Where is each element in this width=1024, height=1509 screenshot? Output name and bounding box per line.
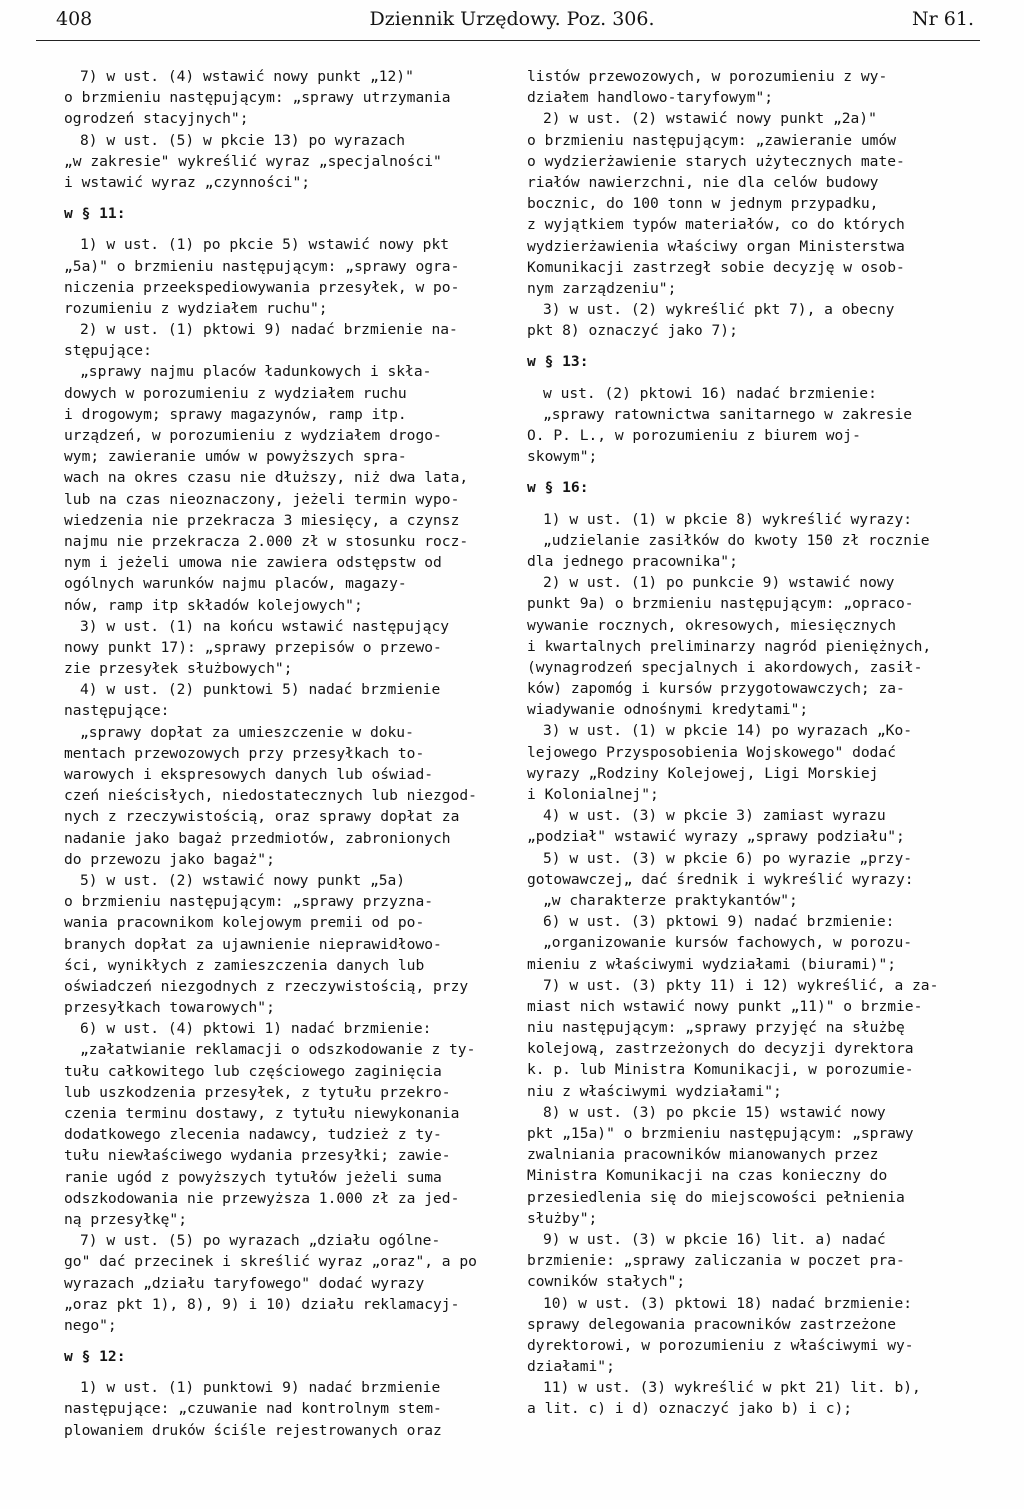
text-line: do przewozu jako bagaż"; (64, 850, 275, 868)
text-line: 2) w ust. (1) po punkcie 9) wstawić nowy (543, 574, 895, 592)
text-line: 7) w ust. (4) wstawić nowy punkt „12)" (80, 68, 414, 85)
text-line: nów, ramp itp składów kolejowych"; (64, 596, 363, 614)
text-line: dodatkowego zlecenia nadawcy, tudzież z ty- (64, 1126, 442, 1144)
text-line: 3) w ust. (1) w pkcie 14) po wyrazach „Ko- (543, 722, 913, 740)
header-rule (36, 40, 980, 41)
text-line: nym i jeżeli umowa nie zawiera odstępstw od (64, 554, 442, 572)
text-line: 1) w ust. (1) punktowi 9) nadać brzmienie (80, 1379, 441, 1397)
section-heading: w § 13: (527, 353, 589, 371)
text-line: ną przesyłkę"; (64, 1210, 188, 1228)
text-line: mentach przewozowych przy przesyłkach to- (64, 744, 425, 762)
text-line: Ministra Komunikacji na czas konieczny do (527, 1167, 888, 1185)
text-line: nych z rzeczywistością, oraz sprawy dopłat za (64, 808, 460, 826)
text-line: pkt „15a)" o brzmieniu następującym: „sprawy (527, 1125, 914, 1142)
text-line: miast nich wstawić nowy punkt „11)" o brzmie- (527, 997, 923, 1015)
text-line: zie przesyłek służbowych"; (64, 660, 293, 678)
text-line: „sprawy ratownictwa sanitarnego w zakresie (543, 405, 913, 423)
text-line: 7) w ust. (3) pkty 11) i 12) wykreślić, a za- (543, 976, 939, 994)
text-line: dla jednego pracownika"; (527, 552, 738, 570)
text-line: i kwartalnych preliminarzy nagród pieniężnych, (527, 637, 932, 655)
text-line: mieniu z właściwymi wydziałami (biurami)"; (527, 955, 897, 973)
text-line: najmu nie przekracza 2.000 zł w stosunku rocz- (64, 532, 469, 550)
text-line: 6) w ust. (3) pktowi 9) nadać brzmienie: (543, 913, 895, 931)
text-line: brzmienie: „sprawy zaliczania w poczet pra- (527, 1252, 905, 1270)
text-line: 8) w ust. (5) w pkcie 13) po wyrazach (80, 131, 406, 149)
text-line: cowników stałych"; (527, 1273, 686, 1291)
blank-gap (527, 341, 967, 351)
text-line: o brzmieniu następującym: „sprawy przyzna- (64, 893, 434, 911)
text-line: 3) w ust. (2) wykreślić pkt 7), a obecny (543, 301, 895, 319)
text-line: „oraz pkt 1), 8), 9) i 10) działu reklamacyj- (64, 1295, 460, 1313)
text-line: (wynagrodzeń specjalnych i akordowych, zasił- (527, 658, 923, 676)
text-line: służby"; (527, 1209, 598, 1227)
text-line: ści, wynikłych z zamieszczenia danych lub (64, 956, 425, 974)
text-line: „udzielanie zasiłków do kwoty 150 zł rocznie (543, 531, 930, 549)
text-line: „w charakterze praktykantów"; (543, 891, 798, 909)
text-line: lub uszkodzenia przesyłek, z tytułu przekro- (64, 1083, 451, 1101)
blank-gap (527, 373, 967, 383)
text-line: czenia terminu dostawy, z tytułu niewykonania (64, 1105, 460, 1122)
text-line: dowych w porozumieniu z wydziałem ruchu (64, 384, 407, 402)
section-heading: w § 11: (64, 205, 126, 223)
text-line: skowym"; (527, 448, 598, 466)
text-line: wywanie rocznych, okresowych, miesięcznych (527, 616, 897, 634)
text-line: 4) w ust. (3) w pkcie 3) zamiast wyrazu (543, 807, 886, 825)
text-line: nego"; (64, 1316, 117, 1334)
text-line: przesiedlenia się do miejscowości pełnienia (527, 1188, 905, 1206)
text-line: 11) w ust. (3) wykreślić w pkt 21) lit. b), (543, 1379, 921, 1397)
text-line: punkt 9a) o brzmieniu następującym: „opraco- (527, 595, 914, 613)
text-line: następujące: „czuwanie nad kontrolnym stem- (64, 1400, 442, 1418)
text-line: go" dać przecinek i skreślić wyraz „oraz", a po (64, 1253, 477, 1271)
text-line: niczenia przeekspediowywania przesyłek, w po- (64, 278, 460, 296)
left-column (64, 66, 504, 1441)
text-line: tułu niewłaściwego wydania przesyłki; zawie- (64, 1147, 451, 1165)
text-line: o brzmieniu następującym: „zawieranie umów (527, 131, 897, 149)
section-heading: w § 12: (64, 1348, 126, 1366)
text-line: „organizowanie kursów fachowych, w porozu- (543, 934, 913, 952)
text-line: plowaniem druków ściśle rejestrowanych oraz (64, 1421, 442, 1439)
text-line: 6) w ust. (4) pktowi 1) nadać brzmienie: (80, 1020, 432, 1038)
text-line: ków) zapomóg i kursów przygotowawczych; za- (527, 680, 905, 698)
text-line: k. p. lub Ministra Komunikacji, w porozumie- (527, 1061, 914, 1079)
text-line: w ust. (2) pktowi 16) nadać brzmienie: (543, 384, 877, 402)
text-line: o wydzierżawienie starych użytecznych mate- (527, 152, 905, 170)
blank-gap (64, 1367, 504, 1377)
text-line: nadanie jako bagaż przedmiotów, zabronionych (64, 829, 451, 847)
text-line: ranie ugód z powyższych tytułów jeżeli suma (64, 1168, 442, 1186)
blank-gap (64, 224, 504, 234)
text-line: kolejową, zastrzeżonych do decyzji dyrektora (527, 1040, 914, 1058)
page-header (40, 4, 984, 40)
issue-number: Nr 61. (912, 8, 974, 30)
text-line: ogólnych warunków najmu placów, magazy- (64, 575, 407, 593)
text-line: lub na czas nieoznaczony, jeżeli termin wypo- (64, 490, 460, 508)
text-line: działem handlowo-taryfowym"; (527, 89, 774, 107)
text-line: 1) w ust. (1) po pkcie 5) wstawić nowy pkt (80, 236, 450, 254)
text-line: branych dopłat za ujawnienie nieprawidłowo- (64, 935, 442, 953)
text-line: niu następującym: „sprawy przyjęć na służbę (527, 1019, 905, 1037)
text-line: urządzeń, w porozumieniu z wydziałem drogo- (64, 427, 442, 444)
text-line: 3) w ust. (1) na końcu wstawić następujący (80, 617, 450, 635)
blank-gap (64, 193, 504, 203)
text-line: „sprawy najmu placów ładunkowych i skła- (80, 363, 432, 381)
text-line: oświadczeń niezgodnych z rzeczywistością, przy (64, 977, 469, 995)
text-line: pkt 8) oznaczyć jako 7); (527, 322, 738, 340)
text-line: wydzierżawienia właściwy organ Ministerstwa (527, 237, 905, 255)
text-line: niu z właściwymi wydziałami"; (527, 1082, 782, 1100)
text-line: listów przewozowych, w porozumieniu z wy- (527, 68, 888, 85)
text-line: „sprawy dopłat za umieszczenie w doku- (80, 723, 414, 741)
text-line: o brzmieniu następującym: „sprawy utrzymania (64, 89, 451, 107)
text-line: tułu całkowitego lub częściowego zaginięcia (64, 1062, 442, 1080)
text-line: wania pracownikom kolejowym premii od po- (64, 914, 425, 932)
text-line: 1) w ust. (1) w pkcie 8) wykreślić wyrazy: (543, 510, 913, 528)
text-line: rozumieniu z wydziałem ruchu"; (64, 299, 328, 317)
text-line: „załatwianie reklamacji o odszkodowanie z ty- (80, 1041, 476, 1059)
text-line: 9) w ust. (3) w pkcie 16) lit. a) nadać (543, 1230, 886, 1248)
text-line: odszkodowania nie przewyższa 1.000 zł za jed- (64, 1189, 460, 1207)
text-line: „w zakresie" wykreślić wyraz „specjalności" (64, 152, 442, 170)
blank-gap (527, 467, 967, 477)
right-column (527, 66, 967, 1420)
section-heading: w § 16: (527, 479, 589, 497)
text-line: i wstawić wyraz „czynności"; (64, 173, 311, 191)
text-line: „5a)" o brzmieniu następującym: „sprawy ogra- (64, 257, 460, 275)
text-line: wiedzenia nie przekracza 3 miesięcy, a czynsz (64, 511, 460, 529)
text-line: wach na okres czasu nie dłuższy, niż dwa lata, (64, 469, 469, 487)
text-line: i Kolonialnej"; (527, 786, 659, 803)
text-line: wyrazy „Rodziny Kolejowej, Ligi Morskiej (527, 764, 879, 782)
text-line: 2) w ust. (2) wstawić nowy punkt „2a)" (543, 110, 877, 128)
text-line: Komunikacji zastrzegł sobie decyzję w osob- (527, 258, 905, 276)
page-number: 408 (56, 8, 93, 30)
text-line: nym zarządzeniu"; (527, 279, 677, 297)
text-line: z wyjątkiem typów materiałów, co do których (527, 216, 905, 234)
text-line: 5) w ust. (3) w pkcie 6) po wyrazie „przy- (543, 849, 913, 867)
text-line: następujące: (64, 702, 170, 720)
blank-gap (527, 499, 967, 509)
text-line: 5) w ust. (2) wstawić nowy punkt „5a) (80, 871, 406, 889)
text-line: sprawy delegowania pracowników zastrzeżone (527, 1315, 897, 1333)
text-line: 4) w ust. (2) punktowi 5) nadać brzmienie (80, 681, 441, 699)
text-line: a lit. c) i d) oznaczyć jako b) i c); (527, 1400, 853, 1418)
text-line: 8) w ust. (3) po pkcie 15) wstawić nowy (543, 1103, 886, 1121)
text-line: ogrodzeń stacyjnych"; (64, 110, 249, 128)
text-line: 2) w ust. (1) pktowi 9) nadać brzmienie na- (80, 321, 458, 339)
text-line: lejowego Przysposobienia Wojskowego" dodać (527, 743, 897, 761)
text-line: O. P. L., w porozumieniu z biurem woj- (527, 427, 861, 444)
text-line: warowych i ekspresowych danych lub oświad- (64, 766, 434, 783)
journal-title: Dziennik Urzędowy. Poz. 306. (369, 8, 655, 30)
text-line: i drogowym; sprawy magazynów, ramp itp. (64, 405, 407, 423)
text-line: stępujące: (64, 342, 152, 360)
text-line: „podział" wstawić wyrazy „sprawy podziału"; (527, 828, 905, 846)
text-line: riałów nawierzchni, nie dla celów budowy (527, 173, 879, 191)
text-line: czeń nieścisłych, niedostatecznych lub niezgod- (64, 787, 477, 805)
text-line: gotowawczej„ dać średnik i wykreślić wyrazy: (527, 870, 914, 888)
text-line: wyrazach „działu taryfowego" dodać wyrazy (64, 1274, 425, 1292)
text-line: zwalniania pracowników mianowanych przez (527, 1146, 879, 1164)
text-line: przesyłkach towarowych"; (64, 999, 275, 1017)
text-line: działami"; (527, 1358, 615, 1376)
text-line: nowy punkt 17): „sprawy przepisów o przewo- (64, 638, 442, 656)
text-line: 10) w ust. (3) pktowi 18) nadać brzmienie: (543, 1294, 913, 1312)
text-line: 7) w ust. (5) po wyrazach „działu ogólne- (80, 1232, 441, 1250)
blank-gap (64, 1336, 504, 1346)
text-line: wym; zawieranie umów w powyższych spra- (64, 448, 407, 466)
text-line: bocznic, do 100 tonn w jednym przypadku, (527, 195, 879, 213)
text-line: dyrektorowi, w porozumieniu z właściwymi wy- (527, 1336, 914, 1354)
text-line: wiadywanie odnośnymi kredytami"; (527, 701, 809, 719)
